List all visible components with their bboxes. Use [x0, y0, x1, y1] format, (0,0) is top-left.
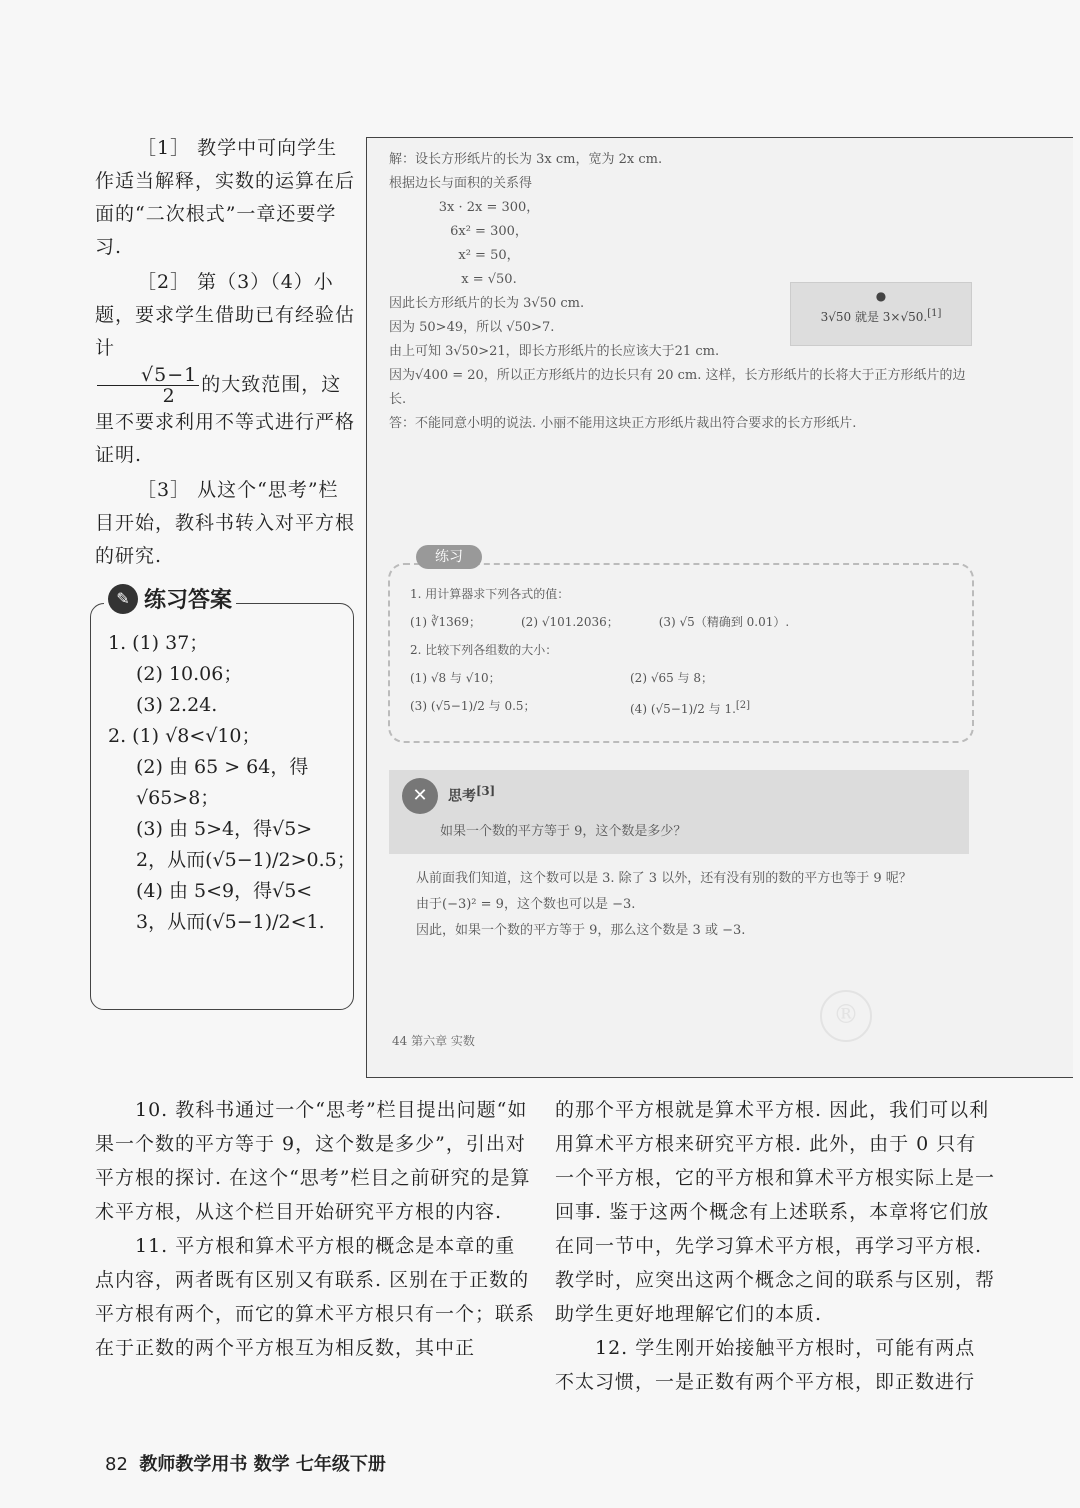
book-title: 教师教学用书 数学 七年级下册: [139, 1454, 386, 1475]
fraction: $\frac{√5-1}{2}$: [97, 365, 199, 406]
answer-line: 2. (1) √8<√10；: [108, 725, 261, 747]
answer-line: 3，从而(√5−1)/2<1.: [136, 911, 325, 933]
think-icon: ✕: [402, 778, 438, 814]
registered-mark: ®: [820, 990, 872, 1042]
pencil-icon: ✎: [108, 584, 138, 614]
practice-content: 1. 用计算器求下列各式的值： (1) ∛1369； (2) √101.2036； (3) √5（精确到 0.01）. 2. 比较下列各组数的大小： (1) √8 与 √10； (2) √65 与 8； (3) (√5−1)/2 与 0.5； (4) (√5−1)/2 与 1.[2]: [410, 587, 790, 716]
answer-line: √65>8；: [136, 787, 220, 809]
think-box: [389, 770, 969, 854]
page-footer: [105, 1450, 386, 1476]
paragraph-11-cont: 的那个平方根就是算术平方根. 因此，我们可以利用算术平方根来研究平方根. 此外，由于 0 只有一个平方根，它的平方根和算术平方根实际上是一回事. 鉴于这两个概念有上述联系，本章将它们放在同一节中，先学习算术平方根，再学习平方根. 教学时，应突出这两个概念之间的联系与区别，帮助学生更好地理解它们的本质.: [555, 1099, 996, 1325]
practice-tag: 练习: [416, 545, 482, 569]
answer-line: (3) 2.24.: [136, 694, 218, 716]
answers-list: [108, 628, 356, 938]
answer-line: (2) 由 65 > 64，得: [136, 756, 309, 778]
paragraph-11: 11. 平方根和算术平方根的概念是本章的重点内容，两者既有区别又有联系. 区别在于正数的平方根有两个，而它的算术平方根只有一个；联系在于正数的两个平方根互为相反数，其中正: [95, 1235, 536, 1359]
note-1: ［1］ 教学中可向学生作适当解释，实数的运算在后面的“二次根式”一章还要学习.: [95, 137, 356, 258]
answer-line: (2) 10.06；: [136, 663, 243, 685]
margin-notes: [95, 132, 357, 575]
paragraph-10: 10. 教科书通过一个“思考”栏目提出问题“如果一个数的平方等于 9，这个数是多少”，引出对平方根的探讨. 在这个“思考”栏目之前研究的是算术平方根，从这个栏目开始研究平方根的内容.: [95, 1099, 531, 1223]
answer-line: 2，从而(√5−1)/2>0.5；: [136, 849, 356, 871]
answer-line: (4) 由 5<9，得√5<: [136, 880, 313, 902]
page-number: 82: [105, 1454, 128, 1475]
answer-line: 1. (1) 37；: [108, 632, 209, 654]
think-answer: 从前面我们知道，这个数可以是 3. 除了 3 以外，还有没有别的数的平方也等于 9 呢？ 由于(−3)² = 9，这个数也可以是 −3. 因此，如果一个数的平方等于 9，那么这个数是 3 或 −3.: [416, 871, 912, 938]
body-column-right: [555, 1093, 995, 1399]
solution-text: 解：设长方形纸片的长为 3x cm，宽为 2x cm. 根据边长与面积的关系得 3x · 2x = 300， 6x² = 300， x² = 50， x = √50. 因此长方形纸片的长为 3√50 cm. 因为 50>49，所以 √50>7. 由上可知 3√50>21，即长方形纸片的长应该大于21 cm. 因为√400 = 20，所以正方形纸片的边长只有 20 cm. 这样，长方形纸片的长将大于正方形纸片的边长. 答：不能同意小明的说法. 小丽不能用这块正方形纸片裁出符合要求的长方形纸片.: [389, 152, 966, 431]
side-note-box: ● 3√50 就是 3×√50.[1]: [790, 282, 972, 346]
note-2: ［2］ 第（3）（4）小题，要求学生借助已有经验估计 $\frac{√5-1}{2}$ 的大致范围，这里不要求利用不等式进行严格证明.: [95, 271, 356, 466]
body-column-left: [95, 1093, 535, 1365]
embedded-page-footer: 44 第六章 实数: [392, 1034, 475, 1048]
think-title: 思考[3]: [448, 784, 496, 805]
think-question: 如果一个数的平方等于 9，这个数是多少？: [440, 824, 687, 839]
answers-title: ✎ 练习答案: [104, 583, 236, 614]
answer-line: (3) 由 5>4，得√5>: [136, 818, 313, 840]
paragraph-12: 12. 学生刚开始接触平方根时，可能有两点不太习惯，一是正数有两个平方根，即正数进行: [555, 1337, 976, 1393]
note-3: ［3］ 从这个“思考”栏目开始，教科书转入对平方根的研究.: [95, 479, 356, 567]
pin-icon: ●: [875, 289, 887, 303]
